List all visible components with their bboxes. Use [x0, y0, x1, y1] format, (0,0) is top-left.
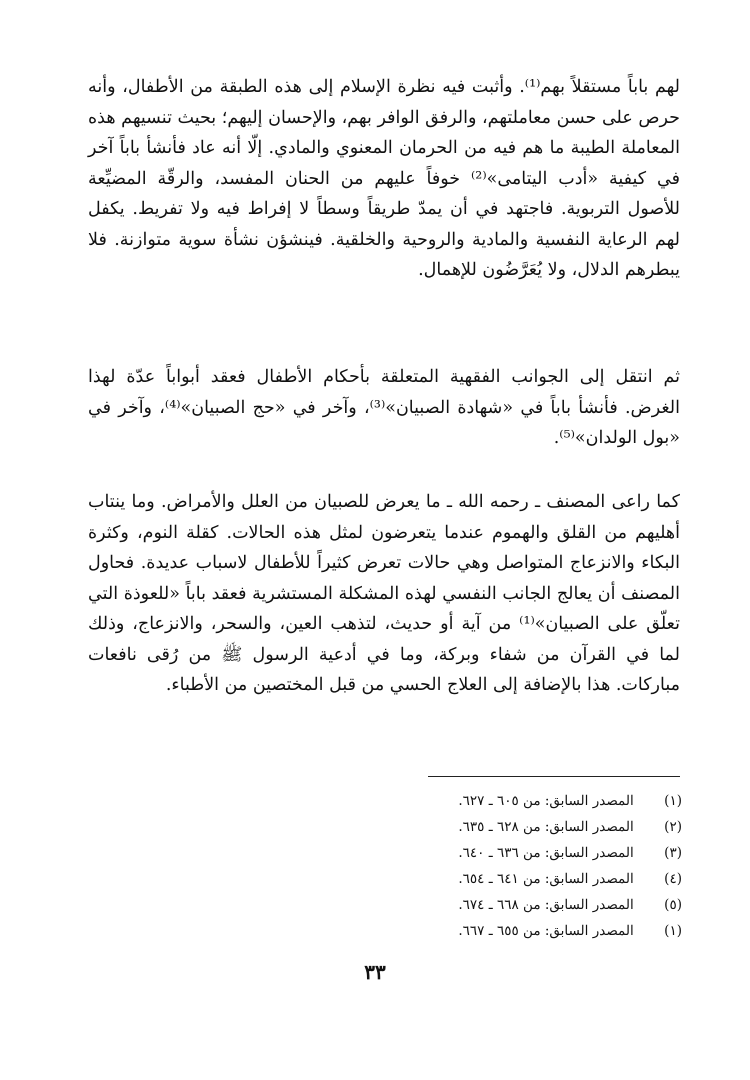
footnote-number: (٣) — [664, 845, 682, 861]
footnote-text: المصدر السابق: من ٦٢٨ ـ ٦٣٥. — [458, 819, 634, 835]
footnote-text: المصدر السابق: من ٦٤١ ـ ٦٥٤. — [458, 871, 634, 887]
footnote-item — [400, 814, 682, 840]
footnotes-list — [400, 788, 682, 944]
paragraph-2-text: ثم انتقل إلى الجوانب الفقهية المتعلقة بأحكام الأطفال فعقد أبواباً عدّة لهذا الغرض. فأنشأ باباً في «شهادة الصبيان»⁽³⁾، وآخر في «حج الصبيان»⁽⁴⁾، وآخر في «بول الولدان»⁽⁵⁾. — [88, 367, 680, 448]
footnote-item — [400, 892, 682, 918]
footnote-item — [400, 788, 682, 814]
paragraph-3-text: كما راعى المصنف ـ رحمه الله ـ ما يعرض للصبيان من العلل والأمراض. وما ينتاب أهليهم من القلق والهموم عندما يتعرضون لمثل هذه الحالات. كقلة النوم، وكثرة البكاء والانزعاج المتواصل وهي حالات تعرض كثيراً للأطفال لاسباب عديدة. فحاول المصنف أن يعالج الجانب النفسي لهذه المشكلة المستشرية فعقد باباً «للعوذة التي تعلّق على الصبيان»⁽¹⁾ من آية أو حديث، لتذهب العين، والسحر، والانزعاج، وذلك لما في القرآن من شفاء وبركة، وما في أدعية الرسول ﷺ من رُقى نافعات مباركات. هذا بالإضافة إلى العلاج الحسي من قبل المختصين من الأطباء. — [88, 492, 680, 695]
footnote-item — [400, 918, 682, 944]
footnote-text: المصدر السابق: من ٦٥٥ ـ ٦٦٧. — [458, 923, 634, 939]
footnote-item — [400, 840, 682, 866]
footnote-item — [400, 866, 682, 892]
footnote-divider — [428, 776, 680, 777]
paragraph-1 — [88, 72, 680, 286]
footnote-text: المصدر السابق: من ٦٣٦ ـ ٦٤٠. — [458, 845, 634, 861]
footnote-number: (٥) — [664, 897, 682, 913]
page-number: ٣٣ — [364, 960, 386, 984]
footnote-text: المصدر السابق: من ٦٦٨ ـ ٦٧٤. — [458, 897, 634, 913]
footnote-number: (٢) — [664, 819, 682, 835]
footnote-text: المصدر السابق: من ٦٠٥ ـ ٦٢٧. — [458, 793, 634, 809]
paragraph-2 — [88, 362, 680, 454]
footnote-number: (١) — [664, 793, 682, 809]
paragraph-1-text: لهم باباً مستقلاً بهم⁽¹⁾. وأثبت فيه نظرة الإسلام إلى هذه الطبقة من الأطفال، وأنه حرص على حسن معاملتهم، والرفق الوافر بهم، والإحسان إليهم؛ بحيث تنسيهم هذه المعاملة الطيبة ما هم فيه من الحرمان المعنوي والمادي. إلّا أنه عاد فأنشأ باباً آخر في كيفية «أدب اليتامى»⁽²⁾ خوفاً عليهم من الحنان المفسد، والرقّة المضيِّعة للأصول التربوية. فاجتهد في أن يمدّ طريقاً وسطاً لا إفراط فيه ولا تفريط. يكفل لهم الرعاية النفسية والمادية والروحية والخلقية. فينشؤن نشأة سوية متوازنة. فلا يبطرهم الدلال، ولا يُعَرَّضُون للإهمال. — [88, 77, 680, 280]
footnote-number: (٤) — [664, 871, 682, 887]
paragraph-3 — [88, 487, 680, 701]
footnote-number: (١) — [664, 923, 682, 939]
